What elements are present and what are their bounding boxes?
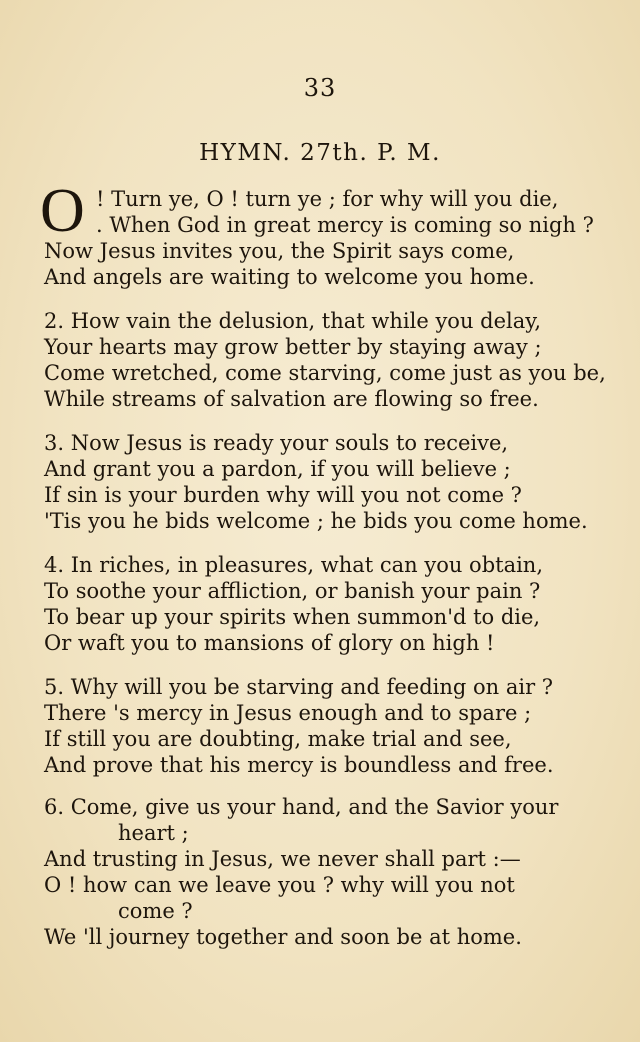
verse-line: Your hearts may grow better by staying away ; xyxy=(44,335,542,359)
verse-line: 3. Now Jesus is ready your souls to receive, xyxy=(44,431,509,455)
page-number: 33 xyxy=(303,74,337,102)
verse-line: To bear up your spirits when summon'd to die, xyxy=(44,605,541,629)
verse-4 xyxy=(44,552,624,656)
verse-line: Or waft you to mansions of glory on high ! xyxy=(44,631,495,655)
drop-cap: O xyxy=(40,177,85,245)
verse-line: 2. How vain the delusion, that while you delay, xyxy=(44,309,542,333)
verse-line: 'Tis you he bids welcome ; he bids you come home. xyxy=(44,509,588,533)
verse-line: Come wretched, come starving, come just as you be, xyxy=(44,361,606,385)
verse-line: And angels are waiting to welcome you home. xyxy=(44,265,535,289)
verse-line: We 'll journey together and soon be at home. xyxy=(44,925,522,949)
verse-6 xyxy=(44,794,624,950)
verse-line: 6. Come, give us your hand, and the Savior your xyxy=(44,795,559,819)
verse-3 xyxy=(44,430,624,534)
verse-line: come ? xyxy=(118,899,193,923)
verse-line: . When God in great mercy is coming so nigh ? xyxy=(96,213,594,237)
verse-line: If sin is your burden why will you not come ? xyxy=(44,483,522,507)
verse-line: If still you are doubting, make trial and see, xyxy=(44,727,512,751)
verse-line: 5. Why will you be starving and feeding on air ? xyxy=(44,675,554,699)
verse-1 xyxy=(44,186,624,290)
verse-line: While streams of salvation are flowing so free. xyxy=(44,387,539,411)
verse-line: heart ; xyxy=(118,821,189,845)
verse-line: 4. In riches, in pleasures, what can you obtain, xyxy=(44,553,544,577)
verse-line: And prove that his mercy is boundless and free. xyxy=(44,753,554,777)
verse-line: And trusting in Jesus, we never shall part :— xyxy=(44,847,521,871)
verse-line: Now Jesus invites you, the Spirit says come, xyxy=(44,239,515,263)
hymn-title: HYMN. 27th. P. M. xyxy=(199,140,441,166)
verse-line: To soothe your affliction, or banish your pain ? xyxy=(44,579,541,603)
verse-line: And grant you a pardon, if you will believe ; xyxy=(44,457,511,481)
verse-line: There 's mercy in Jesus enough and to spare ; xyxy=(44,701,532,725)
verse-5 xyxy=(44,674,624,778)
verse-line: O ! how can we leave you ? why will you not xyxy=(44,873,515,897)
verse-2 xyxy=(44,308,624,412)
verse-line: ! Turn ye, O ! turn ye ; for why will you die, xyxy=(96,187,559,211)
